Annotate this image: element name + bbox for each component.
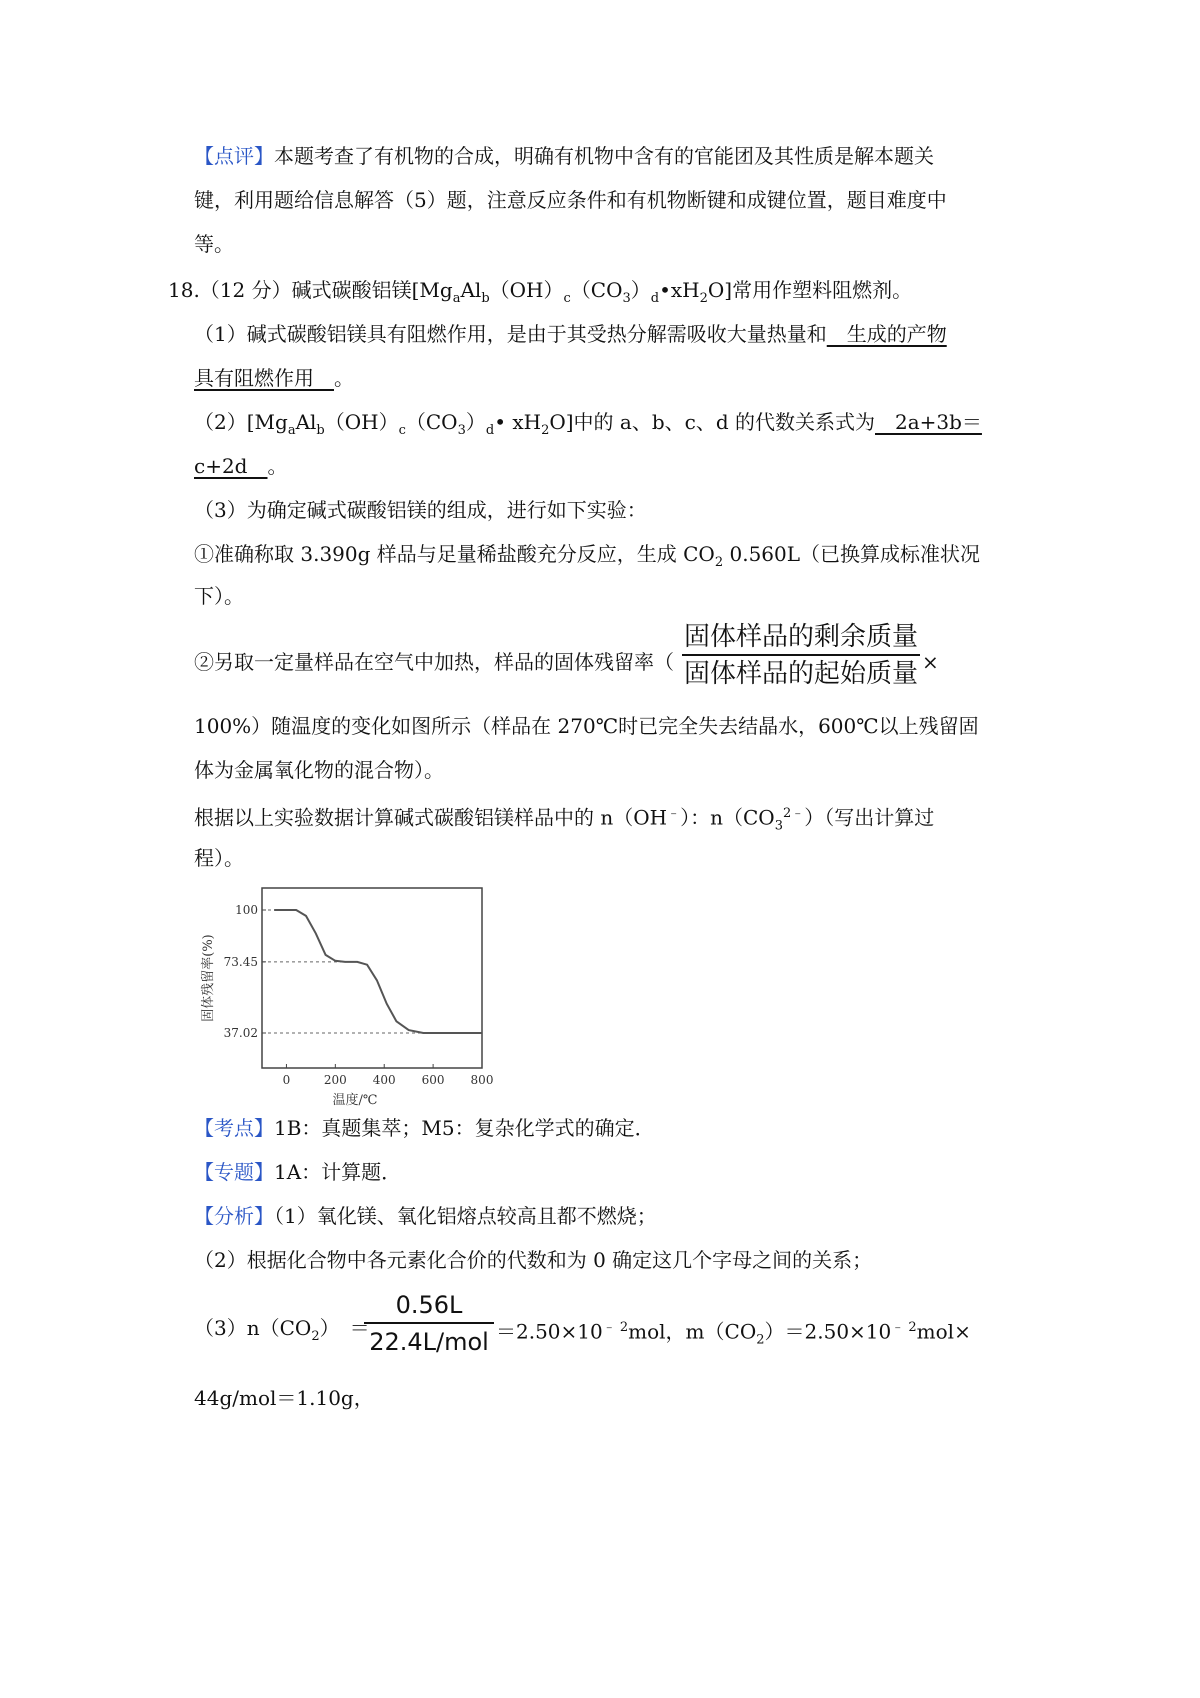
q18-part3-intro: （3）为确定碱式碳酸铝镁的组成，进行如下实验： [194,498,647,522]
kaodian-tag: 【考点】 [194,1116,274,1140]
q18-part1-line1: （1）碱式碳酸铝镁具有阻燃作用，是由于其受热分解需吸收大量热量和 生成的产物 [194,322,947,346]
experiment-1-line1: ①准确称取 3.390g 样品与足量稀盐酸充分反应，生成 $CO_2$ 0.560L（已换算成标准状况 [194,542,981,570]
q18-part2-line1: $(2)[Mg_aAl_b(OH)_c(CO_3)_d•$ $xH_2O$]中的 a、b、c、d 的代数关系式为 2a+3b＝ [194,410,982,438]
fenxi-line-3-post: $=2.50\times 10^{﹣ 2}mol$，$m(CO_2)=2.50\times 10^{﹣ 2}mol\times$ [496,1319,971,1348]
y-tick-label: 73.45 [223,954,258,969]
fenxi-tag: 【分析】 [194,1204,274,1228]
answer-2b: c+2d [194,454,268,478]
x-tick-label: 400 [372,1073,396,1087]
experiment-2-line2: 100%）随温度的变化如图所示（样品在 270℃时已完全失去结晶水，600℃以上残留固 [194,714,979,738]
fenxi-line-3-pre: $(3)n(CO_2)$ ＝ [194,1316,370,1344]
fenxi-line-2: （2）根据化合物中各元素化合价的代数和为 0 确定这几个字母之间的关系； [194,1248,873,1272]
calc-request-line2: 程）。 [194,846,244,870]
times-sign: × [922,650,939,674]
answer-1a: 生成的产物 [826,322,947,346]
x-tick-label: 800 [470,1073,494,1087]
y-tick-label: 100 [235,903,258,917]
fenxi-line-1: 【分析】（1）氧化镁、氧化铝熔点较高且都不燃烧； [194,1204,657,1228]
review-line-3: 等。 [194,232,234,256]
chart-frame [262,888,482,1068]
zhuanti-tag: 【专题】 [194,1160,274,1184]
residue-rate-chart [190,880,494,1110]
y-tick-label: 37.02 [223,1026,258,1040]
kaodian-line: 【考点】1B：真题集萃；M5：复杂化学式的确定． [194,1116,655,1140]
answer-2a: 2a+3b＝ [875,410,982,434]
x-tick-label: 0 [282,1073,291,1087]
x-tick-label: 200 [323,1073,347,1087]
moles-fraction: 0.56L 22.4L/mol [364,1288,494,1360]
experiment-2-line1: ②另取一定量样品在空气中加热，样品的固体残留率（ [194,650,674,674]
review-tag: 【点评】 [194,144,274,168]
x-tick-label: 600 [421,1073,445,1087]
experiment-2-line3: 体为金属氧化物的混合物）。 [194,758,444,782]
answer-1b: 具有阻燃作用 [194,366,334,390]
fraction-numerator: 固体样品的剩余质量 [683,622,918,652]
q18-part1-line2: 具有阻燃作用 。 [194,366,354,390]
fenxi-line-4: 44g/mol＝1.10g， [194,1386,374,1410]
q18-part2-line2: c+2d 。 [194,454,288,478]
chart-xlabel: 温度/℃ [332,1093,378,1108]
residue-curve [274,910,482,1033]
q18-header: 18.（12 分）碱式碳酸铝镁$[Mg_aAl_b(OH)_c(CO_3)_d•xH_2O]$常用作塑料阻燃剂。 [168,278,913,306]
fraction-denominator: 固体样品的起始质量 [683,659,918,689]
calc-request-line1: 根据以上实验数据计算碱式碳酸铝镁样品中的 n（OH﹣）：$n(CO_3^{2﹣})$（写出计算过 [194,805,935,834]
chart-ylabel: 固体残留率(%) [201,934,216,1022]
review-line-2: 键，利用题给信息解答（5）题，注意反应条件和有机物断键和成键位置，题目难度中 [194,188,947,212]
review-line-1: 【点评】本题考查了有机物的合成，明确有机物中含有的官能团及其性质是解本题关 [194,144,934,168]
zhuanti-line: 【专题】1A：计算题． [194,1160,402,1184]
experiment-1-line2: 下）。 [194,584,244,608]
residue-rate-fraction [682,620,920,692]
